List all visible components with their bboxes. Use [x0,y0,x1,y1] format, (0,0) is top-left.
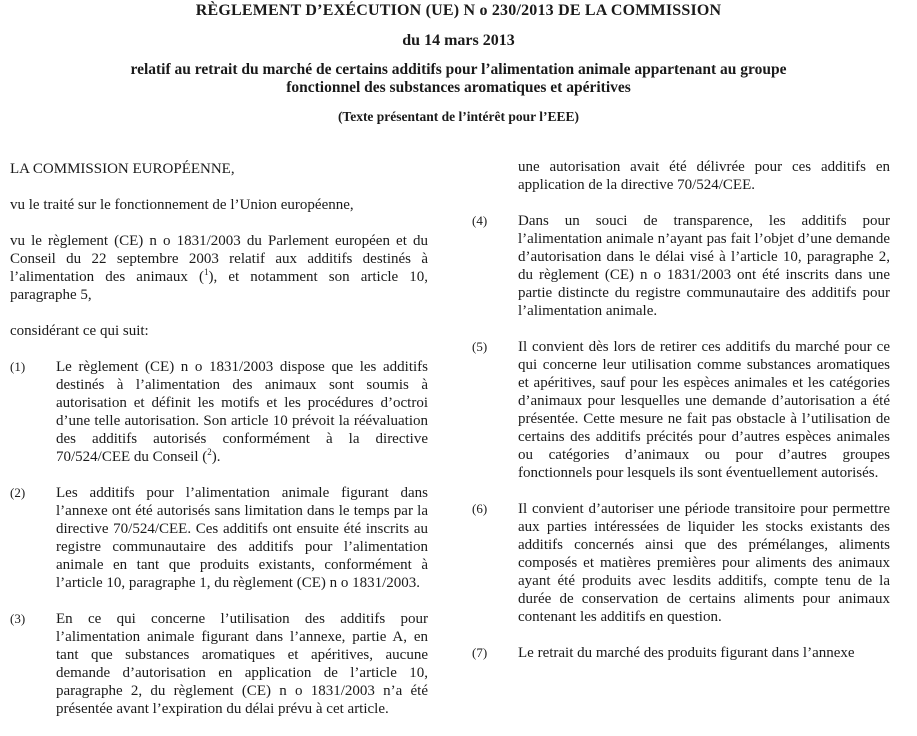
recital-text: Il convient d’autoriser une période transitoire pour permettre aux parties intéressées de liquider les stocks existants des additifs concernés ainsi que des prémélanges, aliments composés et matières premières pour aliments des animaux ayant été produits avec lesdits additifs, compte tenu de la durée de conservation de certains aliments pour animaux contenant les additifs en question. [518,501,890,625]
recital-text: Les additifs pour l’alimentation animale figurant dans l’annexe ont été autorisés sans limitation dans le temps par la directive 70/524/CEE. Ces additifs ont ensuite été inscrits au registre communautaire des additifs pour l’alimentation animale en tant que produits existants, conformément à l’article 10, paragraphe 1, du règlement (CE) n o 1831/2003. [56,485,428,591]
recital-text-b: ). [211,449,221,465]
recital-3-continuation: une autorisation avait été délivrée pour ces additifs en application de la directive 70/524/CEE. [518,159,890,193]
regulation-recital [10,232,428,304]
recital-text: Il convient dès lors de retirer ces additifs du marché pour ce qui concerne leur utilisation comme substances aromatiques et apéritives, sauf pour les espèces animales et les catégories d’animaux pour lesquelles une demande d’autorisation a été présentée. Cette mesure ne fait pas obstacle à l’utilisation de certains des additifs précités pour d’autres espèces animales ou catégories d’animaux ou pour d’autres groupes fonctionnels pour lesquels ils sont éventuellement autorisés. [518,339,890,481]
subject-line-2: fonctionnel des substances aromatiques et apéritives [286,79,631,96]
recital-7 [472,644,890,662]
recital-4 [472,212,890,320]
regulation-date: du 14 mars 2013 [402,32,515,49]
right-column [472,158,890,680]
recital-2 [10,484,428,592]
footnote-ref-1[interactable]: 1 [204,267,209,277]
recital-text: Le retrait du marché des produits figurant dans l’annexe [518,645,855,661]
eea-relevance-note: (Texte présentant de l’intérêt pour l’EEE) [337,109,580,124]
footnote-ref-2[interactable]: 2 [207,447,212,457]
recital-5 [472,338,890,482]
regulation-recital-text-a: vu le règlement (CE) n o 1831/2003 du Parlement européen et du Conseil du 22 septembre 2003 relatif aux additifs destinés à l’alimentation des animaux ( [10,233,428,285]
recital-number: (2) [10,485,26,500]
recital-number: (1) [10,359,26,374]
recital-number: (3) [10,611,26,626]
recital-6 [472,500,890,626]
recital-1 [10,358,428,466]
recital-3 [10,610,428,718]
commission-line: LA COMMISSION EUROPÉENNE, [10,161,235,177]
recital-text: Dans un souci de transparence, les additifs pour l’alimentation animale n’ayant pas fait l’objet d’une demande d’autorisation dans le délai visé à l’article 10, paragraphe 2, du règlement (CE) n o 1831/2003 ont été inscrits dans une partie distincte du registre communautaire des additifs pour l’alimentation animale. [518,213,890,319]
left-column [10,160,428,736]
treaty-recital: vu le traité sur le fonctionnement de l’Union européenne, [10,197,354,213]
recital-number: (4) [472,213,488,228]
recital-number: (7) [472,645,488,660]
recital-text-a: Le règlement (CE) n o 1831/2003 dispose que les additifs destinés à l’alimentation des animaux sont soumis à autorisation et définit les motifs et les procédures d’octroi d’une telle autorisation. Son article 10 prévoit la réévaluation des additifs autorisés conformément à la directive 70/524/CEE du Conseil ( [56,359,428,465]
regulation-subject [0,61,917,97]
regulation-title: RÈGLEMENT D’EXÉCUTION (UE) N o 230/2013 DE LA COMMISSION [195,2,722,19]
recital-number: (5) [472,339,488,354]
regulation-recital-text-b: ), et notamment son article 10, paragraphe 5, [10,269,429,303]
recital-text: En ce qui concerne l’utilisation des additifs pour l’alimentation animale figurant dans l’annexe, partie A, en tant que substances aromatiques et apéritives, aucune demande d’autorisation en application de l’article 10, paragraphe 2, du règlement (CE) n o 1831/2003 n’a été présentée avant l’expiration du délai prévu à cet article. [56,611,428,717]
subject-line-1: relatif au retrait du marché de certains additifs pour l’alimentation animale appartenant au groupe [130,61,787,78]
considering-line: considérant ce qui suit: [10,323,149,339]
recital-number: (6) [472,501,488,516]
